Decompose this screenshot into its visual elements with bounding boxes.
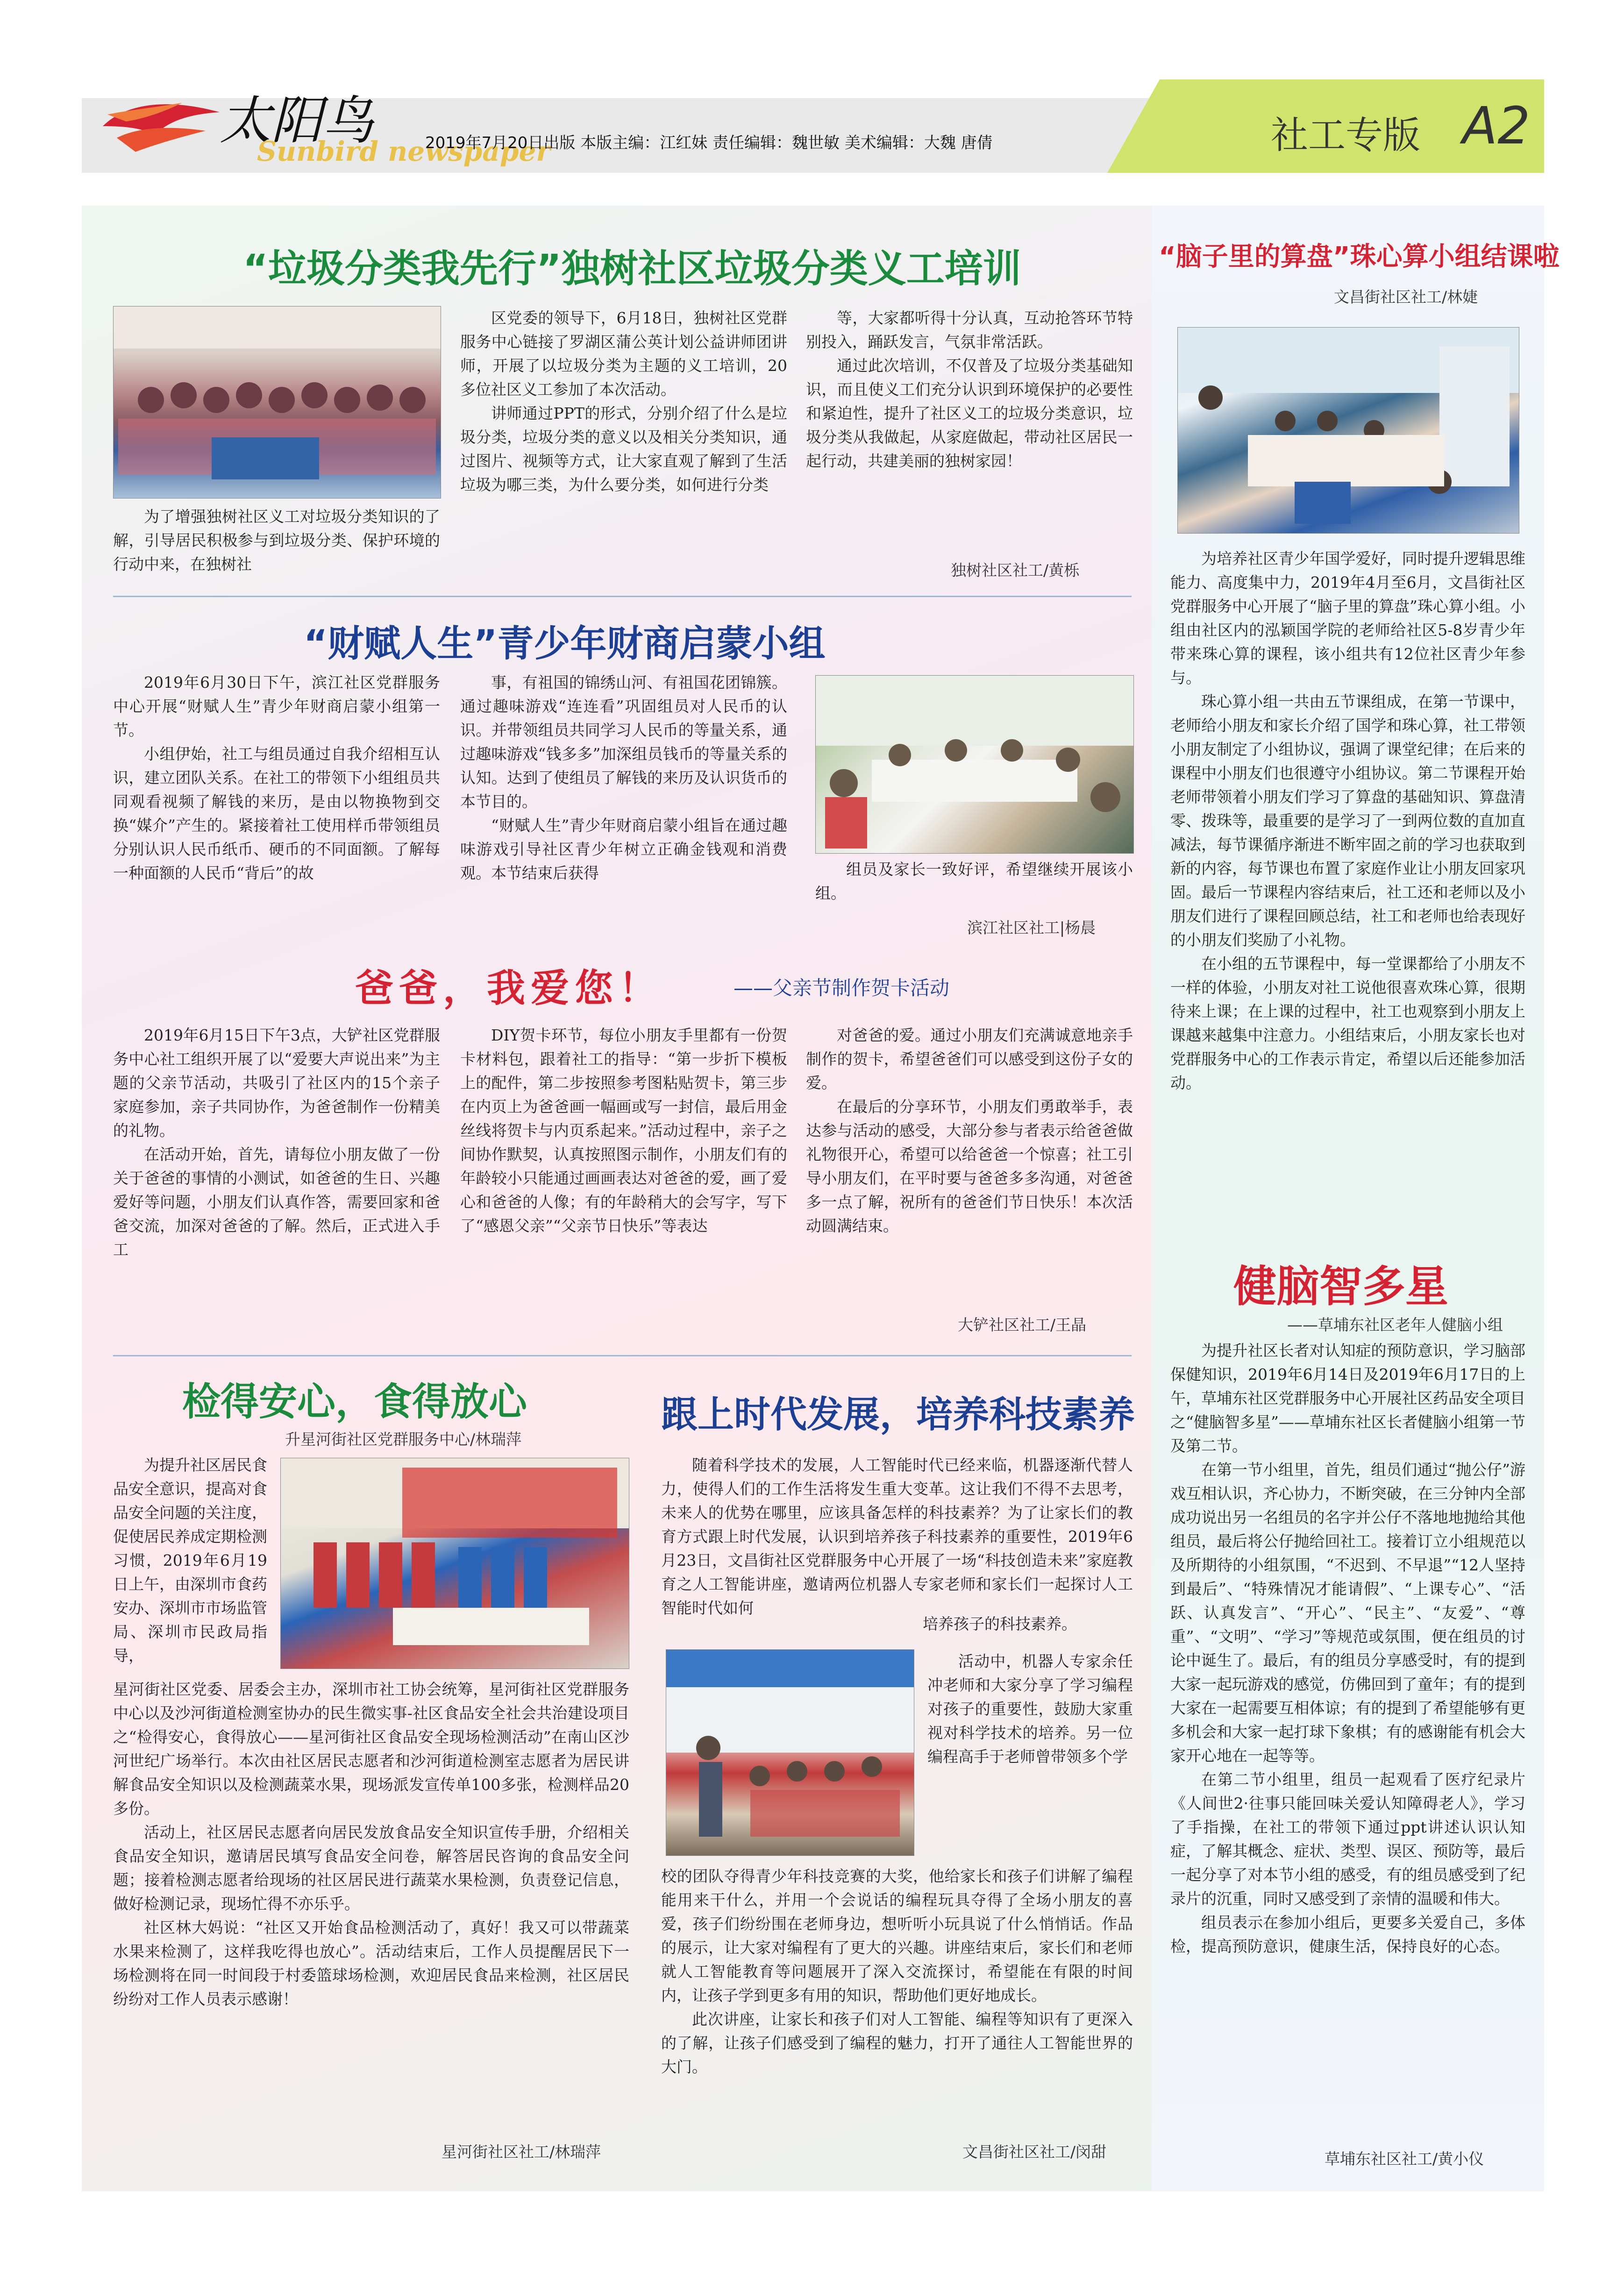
- tech-title: 跟上时代发展，培养科技素养: [661, 1394, 1135, 1436]
- food-byline-top: 升星河街社区党群服务中心/林瑞萍: [285, 1430, 522, 1448]
- tech-body3: 校的团队夺得青少年科技竞赛的大奖，他给家长和孩子们讲解了编程能用来干什么，并用一个会说话的编程玩具夺得了全场小朋友的喜爱，孩子们纷纷围在老师身边，想听听小玩具说了什么悄悄话。作品的展示，让大家对编程有了更大的兴趣。讲座结束后，家长们和老师就人工智能教育等问题展开了深入交流探讨，希望能在有限的时间内，让孩子学到更多有用的知识，帮助他们更好地成长。 此次讲座，让家长和孩子们对人工智能、编程等知识有了更深入的了解，让孩子们感受到了编程的魅力，打开了通往人工智能世界的大门。: [661, 1867, 1133, 2076]
- brain-subtitle: ——草埔东社区老年人健脑小组: [1287, 1316, 1503, 1334]
- food-intro: 为提升社区居民食品安全意识，提高对食品安全问题的关注度，促使居民养成定期检测习惯，2019年6月19日上午，由深圳市食药安办、深圳市市场监管局、深圳市民政局指导，: [113, 1456, 267, 1665]
- garbage-col1: 为了增强独树社区义工对垃圾分类知识的了解，引导居民积极参与到垃圾分类、保护环境的行动中来，在独树社: [113, 507, 440, 573]
- tech-byline: 文昌街社区社工/闵甜: [962, 2143, 1107, 2161]
- garbage-title: “垃圾分类我先行”独树社区垃圾分类义工培训: [243, 247, 1021, 291]
- finance-title: “财赋人生”青少年财商启蒙小组: [304, 623, 826, 665]
- page-number: A2: [1462, 96, 1531, 156]
- garbage-col2: 区党委的领导下，6月18日，独树社区党群服务中心链接了罗湖区蒲公英计划公益讲师团讲师，开展了以垃圾分类为主题的义工培训，20多位社区义工参加了本次活动。 讲师通过PPT的形式，分别介绍了什么是垃圾分类，垃圾分类的意义以及相关分类知识，通过图片、视频等方式，让大家直观了解到了生活垃圾为哪三类，为什么要分类，如何进行分类: [460, 309, 787, 494]
- tech-body2: 活动中，机器人专家余任冲老师和大家分享了学习编程对孩子的重要性，鼓励大家重视对科学技术的培养。另一位编程高手于老师曾带领多个学: [927, 1652, 1133, 1766]
- sunbird-logo-icon: [98, 93, 224, 154]
- abacus-photo: [1177, 327, 1519, 534]
- logo-chinese-name: 太阳鸟: [220, 91, 374, 150]
- abacus-body: 为培养社区青少年国学爱好，同时提升逻辑思维能力、高度集中力，2019年4月至6月，文昌街社区党群服务中心开展了“脑子里的算盘”珠心算小组。小组由社区内的泓颖国学院的老师给社区5-8岁青少年带来珠心算的课程，该小组共有12位社区青少年参与。 珠心算小组一共由五节课组成，在第一节课中，老师给小朋友和家长介绍了国学和珠心算，社工带领小朋友制定了小组协议，强调了课堂纪律；在后来的课程中小朋友们也很遵守小组协议。第二节课程开始老师带领着小朋友们学习了算盘的基础知识、算盘清零、拨珠等，最重要的是学习了一到两位数的直加直减法，每节课循序渐进不断牢固之前的学习也获取到新的内容，每节课也布置了家庭作业让小朋友回家巩固。最后一节课程内容结束后，社工还和老师以及小朋友们进行了课程回顾总结，社工和老师也给表现好的小朋友们奖励了小礼物。 在小组的五节课程中，每一堂课都给了小朋友不一样的体验，小朋友对社工说他很喜欢珠心算，很期待来上课；在上课的过程中，社工也观察到小朋友上课越来越集中注意力。小组结束后，小朋友家长也对党群服务中心的工作表示肯定，希望以后还能参加活动。: [1170, 549, 1525, 1092]
- father-col2: DIY贺卡环节，每位小朋友手里都有一份贺卡材料包，跟着社工的指导：“第一步折下模板上的配件，第二步按照参考图粘贴贺卡，第三步在内页上为爸爸画一幅画或写一封信，最后用金丝线将贺卡与内页系起来。”活动过程中，亲子之间协作默契，认真按照图示制作，小朋友们有的年龄较小只能通过画画表达对爸爸的爱，画了爱心和爸爸的人像；有的年龄稍大的会写字，写下了“感恩父亲”“父亲节日快乐”等表达: [460, 1026, 787, 1235]
- garbage-photo: [113, 306, 441, 499]
- brain-byline: 草埔东社区社工/黄小仪: [1325, 2150, 1484, 2168]
- brain-body: 为提升社区长者对认知症的预防意识，学习脑部保健知识，2019年6月14日及2019年6月17日的上午，草埔东社区党群服务中心开展社区药品安全项目之“健脑智多星”——草埔东社区长者健脑小组第一节及第二节。 在第一节小组里，首先，组员们通过“抛公仔”游戏互相认识，齐心协力，不断突破，在三分钟内全部成功说出另一名组员的名字并公仔不落地地抛给其他组员，最后将公仔抛给回社工。接着订立小组规范以及所期待的小组氛围，“不迟到、不早退”“12人坚持到最后”、“特殊情况才能请假”、“上课专心”、“活跃、认真发言”、“开心”、“民主”、“友爱”、“尊重”、“文明”、“学习”等规范或氛围，便在组员的讨论中诞生了。最后，有的组员分享感受时，有的提到大家一起玩游戏的感觉，仿佛回到了童年；有的提到大家在一起需要互相体谅；有的提到了希望能够有更多机会和大家一起打球下象棋；有的感谢能有机会大家开心地在一起等等。 在第二节小组里，组员一起观看了医疗纪录片《人间世2·往事只能回味关爱认知障碍老人》，学习了手指操，在社工的带领下通过ppt讲述认识认知症，了解其概念、症状、类型、误区、预防等，最后一起分享了对本节小组的感受，有的组员感受到了纪录片的沉重，同时又感受到了亲情的温暖和伟大。 组员表示在参加小组后，更要多关爱自己，多体检，提高预防意识，健康生活，保持良好的心态。: [1170, 1341, 1525, 1955]
- food-photo: [280, 1458, 629, 1669]
- father-byline: 大铲社区社工/王晶: [958, 1316, 1087, 1334]
- father-subtitle: ——父亲节制作贺卡活动: [734, 977, 950, 999]
- father-col1: 2019年6月15日下午3点，大铲社区党群服务中心社工组织开展了以“爱要大声说出来”为主题的父亲节活动，共吸引了社区内的15个亲子家庭参加，亲子共同协作，为爸爸制作一份精美的礼物。 在活动开始，首先，请每位小朋友做了一份关于爸爸的事情的小测试，如爸爸的生日、兴趣爱好等问题，小朋友们认真作答，需要回家和爸爸交流，加深对爸爸的了解。然后，正式进入手工: [113, 1026, 440, 1259]
- issue-info: 2019年7月20日出版 本版主编：江红妹 责任编辑：魏世敏 美术编辑：大魏 唐倩: [425, 134, 993, 152]
- garbage-byline: 独树社区社工/黄栎: [951, 561, 1080, 579]
- finance-col3: 组员及家长一致好评，希望继续开展该小组。: [815, 860, 1133, 902]
- tech-body1b: 培养孩子的科技素养。: [923, 1615, 1077, 1633]
- father-title: 爸爸，我爱您！: [355, 966, 663, 1011]
- finance-photo: [815, 675, 1134, 854]
- tech-body1: 随着科学技术的发展，人工智能时代已经来临，机器逐渐代替人力，使得人们的工作生活将发生重大变革。这让我们不得不去思考，未来人的优势在哪里，应该具备怎样的科技素养？为了让家长们的教育方式跟上时代发展，认识到培养孩子科技素养的重要性，2019年6月23日，文昌街社区党群服务中心开展了一场“科技创造未来”家庭教育之人工智能讲座，邀请两位机器人专家老师和家长们一起探讨人工智能时代如何: [661, 1456, 1133, 1617]
- finance-col1: 2019年6月30日下午，滨江社区党群服务中心开展“财赋人生”青少年财商启蒙小组第一节。 小组伊始，社工与组员通过自我介绍相互认识，建立团队关系。在社工的带领下小组组员共同观看视频了解钱的来历，是由以物换物到交换“媒介”产生的。紧接着社工使用样币带领组员分别认识人民币纸币、硬币的不同面额。了解每一种面额的人民币“背后”的故: [113, 673, 440, 882]
- abacus-title: “脑子里的算盘”珠心算小组结课啦: [1159, 242, 1560, 272]
- tech-photo: [666, 1649, 914, 1856]
- divider-1: [113, 596, 1132, 597]
- abacus-byline: 文昌街社区社工/林婕: [1334, 288, 1478, 306]
- logo-english-name: Sunbird newspaper: [257, 135, 550, 167]
- divider-2: [113, 1355, 1132, 1356]
- section-title: 社工专版: [1271, 114, 1420, 157]
- father-col3: 对爸爸的爱。通过小朋友们充满诚意地亲手制作的贺卡，希望爸爸们可以感受到这份子女的爱。 在最后的分享环节，小朋友们勇敢举手，表达参与活动的感受，大部分参与者表示给爸爸做礼物很开心，希望可以给爸爸一个惊喜；社工引导小朋友们，在平时要与爸爸多多沟通，对爸爸多一点了解，祝所有的爸爸们节日快乐！本次活动圆满结束。: [806, 1026, 1133, 1235]
- brain-title: 健脑智多星: [1233, 1262, 1449, 1312]
- food-body: 星河街社区党委、居委会主办，深圳市社工协会统筹，星河街社区党群服务中心以及沙河街道检测室协办的民生微实事-社区食品安全社会共治建设项目之“检得安心，食得放心——星河街社区食品安全现场检测活动”在南山区沙河世纪广场举行。本次由社区居民志愿者和沙河街道检测室志愿者为居民讲解食品安全知识以及检测蔬菜水果，现场派发宣传单100多张，检测样品20多份。 活动上，社区居民志愿者向居民发放食品安全知识宣传手册，介绍相关食品安全知识，邀请居民填写食品安全问卷，解答居民咨询的食品安全问题；接着检测志愿者给现场的社区居民进行蔬菜水果检测，负责登记信息，做好检测记录，现场忙得不亦乐乎。 社区林大妈说：“社区又开始食品检测活动了，真好！我又可以带蔬菜水果来检测了，这样我吃得也放心”。活动结束后，工作人员提醒居民下一场检测将在同一时间段于村委篮球场检测，欢迎居民食品来检测，社区居民纷纷对工作人员表示感谢！: [113, 1680, 629, 2008]
- finance-byline: 滨江社区社工|杨晨: [967, 919, 1096, 937]
- food-title: 检得安心，食得放心: [182, 1380, 527, 1424]
- garbage-col3: 等，大家都听得十分认真，互动抢答环节特别投入，踊跃发言，气氛非常活跃。 通过此次培训，不仅普及了垃圾分类基础知识，而且使义工们充分认识到环境保护的必要性和紧迫性，提升了社区义工的垃圾分类意识，垃圾分类从我做起，从家庭做起，带动社区居民一起行动，共建美丽的独树家园！: [806, 309, 1133, 470]
- finance-col2: 事，有祖国的锦绣山河、有祖国花团锦簇。通过趣味游戏“连连看”巩固组员对人民币的认识。并带领组员共同学习人民币的等量关系，通过趣味游戏“钱多多”加深组员钱币的等量关系的认知。达到了使组员了解钱的来历及认识货币的本节目的。 “财赋人生”青少年财商启蒙小组旨在通过趣味游戏引导社区青少年树立正确金钱观和消费观。本节结束后获得: [460, 673, 787, 882]
- food-byline: 星河街社区社工/林瑞萍: [442, 2143, 601, 2161]
